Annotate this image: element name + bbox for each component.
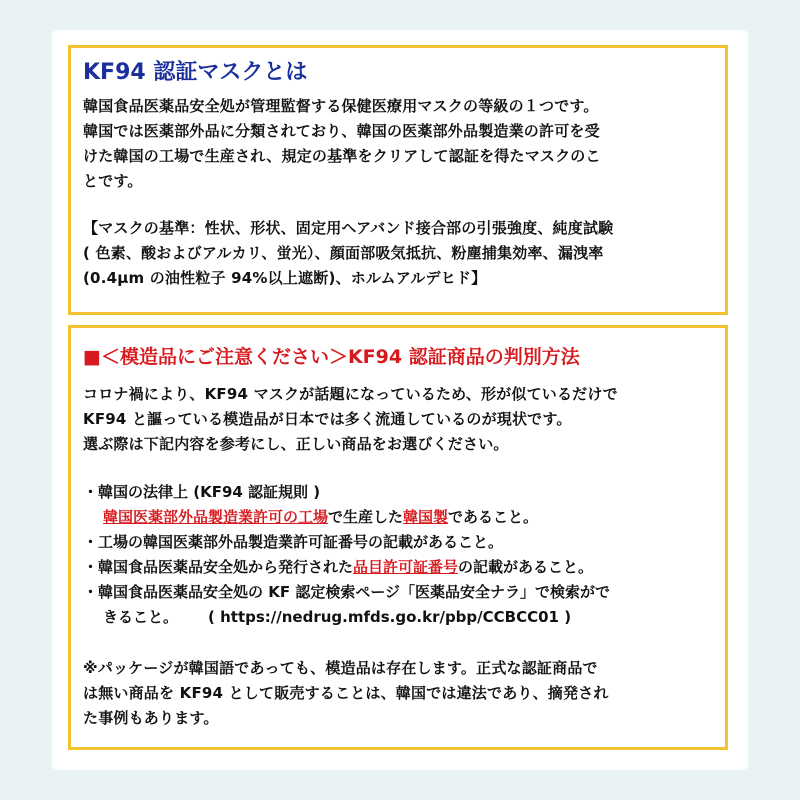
criteria-line: (0.4μm の油性粒子 94%以上遮断)、ホルムアルデヒド】 (83, 269, 487, 287)
bullet-text: きること。 (103, 608, 179, 626)
criteria-line: ( 色素、酸およびアルカリ、蛍光）、顔面部吸気抵抗、粉塵捕集効率、漏洩率 (83, 244, 604, 262)
paragraph-line: 韓国では医薬部外品に分類されており、韓国の医薬部外品製造業の許可を受 (83, 122, 600, 140)
paragraph-line: けた韓国の工場で生産され、規定の基準をクリアして認証を得たマスクのこ (83, 147, 601, 165)
bullet-text: であること。 (448, 508, 539, 526)
bullet-text: で生産した (328, 508, 404, 526)
bullet-text: ・韓国食品医薬品安全処から発行された (83, 558, 354, 576)
paragraph-line: 韓国食品医薬品安全処が管理監督する保健医療用マスクの等級の１つです。 (83, 97, 599, 115)
intro-line: コロナ禍により、KF94 マスクが話題になっているため、形が似ているだけで (83, 385, 618, 403)
section-title: KF94 認証マスクとは (83, 60, 308, 85)
criteria-line: 【マスクの基準：性状、形状、固定用ヘアバンド接合部の引張強度、純度試験 (83, 219, 614, 237)
bullet-item: ・韓国の法律上 (KF94 認証規則 ) (83, 483, 321, 501)
search-page-url: ( https://nedrug.mfds.go.kr/pbp/CCBCC01 ) (208, 608, 572, 626)
bullet-item: ・韓国食品医薬品安全処の KF 認定検索ページ「医薬品安全ナラ」で検索がで (83, 583, 611, 601)
note-line: は無い商品を KF94 として販売することは、韓国では違法であり、摘発され (83, 684, 609, 702)
bullet-item-continuation (83, 605, 715, 630)
note-line: ※パッケージが韓国語であっても、模造品は存在します。正式な認証商品で (83, 659, 598, 677)
bullet-item: ・工場の韓国医薬部外品製造業許可証番号の記載があること。 (83, 533, 504, 551)
section-title: ■＜模造品にご注意ください＞KF94 認証商品の判別方法 (83, 346, 580, 368)
bullet-item-continuation (83, 505, 715, 530)
counterfeit-warning-section (68, 325, 728, 750)
highlight-text: 韓国製 (403, 508, 449, 526)
highlight-text: 韓国医薬部外品製造業許可の工場 (103, 508, 329, 526)
bullet-item (83, 555, 715, 580)
paragraph-line: とです。 (83, 172, 143, 190)
bullet-text: の記載があること。 (458, 558, 594, 576)
highlight-text: 品目許可証番号 (353, 558, 459, 576)
kf94-definition-section (68, 45, 728, 315)
intro-line: KF94 と謳っている模造品が日本では多く流通しているのが現状です。 (83, 410, 572, 428)
intro-line: 選ぶ際は下記内容を参考にし、正しい商品をお選びください。 (83, 435, 509, 453)
note-line: た事例もあります。 (83, 709, 219, 727)
